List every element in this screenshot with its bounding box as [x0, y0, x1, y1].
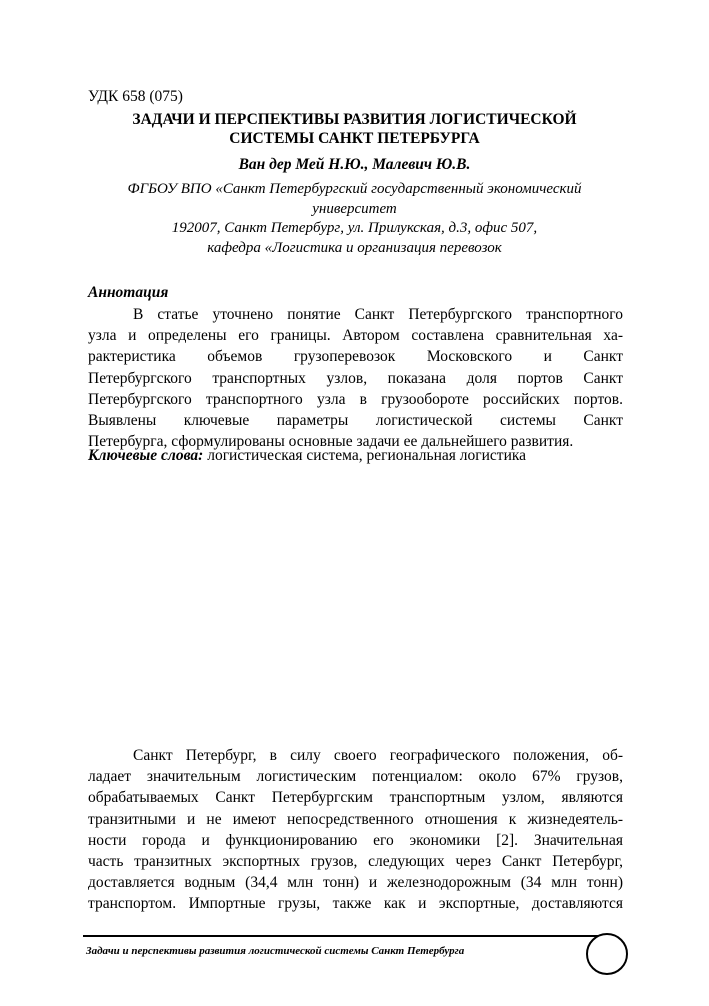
authors: Ван дер Мей Н.Ю., Малевич Ю.В.: [238, 156, 471, 173]
title-line: ЗАДАЧИ И ПЕРСПЕКТИВЫ РАЗВИТИЯ ЛОГИСТИЧЕСКОЙ: [132, 111, 577, 128]
body-line: Санкт Петербург, в силу своего географического положения, об-: [133, 747, 623, 764]
udc-code: УДК 658 (075): [88, 88, 183, 105]
body-line: транспортом. Импортные грузы, также как и экспортные, доставляются: [88, 895, 623, 913]
body-line: часть транзитных экспортных грузов, следующих через Санкт Петербург,: [88, 852, 623, 870]
affiliation-line: 192007, Санкт Петербург, ул. Прилукская, д.3, офис 507,: [171, 220, 538, 236]
paper-title: [80, 110, 629, 148]
abstract-line: В статье уточнено понятие Санкт Петербургского транспортного: [133, 306, 623, 323]
keywords-label: Ключевые слова:: [88, 447, 204, 464]
abstract-line: Петербургского транспортного узла в грузообороте российских портов.: [88, 390, 623, 408]
body-line: ладает значительным логистическим потенциалом: около 67% грузов,: [88, 768, 623, 786]
affiliation: [80, 180, 629, 258]
running-title: Задачи и перспективы развития логистической системы Санкт Петербурга: [86, 945, 465, 957]
affiliation-line: ФГБОУ ВПО «Санкт Петербургский государственный экономический: [127, 181, 582, 197]
body-line: транзитными и не имеют непосредственного отношения к жизнедеятель-: [88, 810, 623, 828]
abstract-line: узла и определены его границы. Автором составлена сравнительная ха-: [88, 327, 623, 345]
body-line: обрабатываемых Санкт Петербургским транспортным узлом, являются: [88, 789, 623, 807]
keywords: [88, 445, 526, 466]
affiliation-line: университет: [312, 200, 397, 217]
abstract-line: Выявлены ключевые параметры логистической системы Санкт: [88, 411, 623, 429]
abstract-line: Петербургского транспортных узлов, показана доля портов Санкт: [88, 369, 623, 387]
title-line: СИСТЕМЫ САНКТ ПЕТЕРБУРГА: [229, 130, 480, 147]
abstract-body: [88, 304, 623, 452]
abstract-line: рактеристика объемов грузоперевозок Московского и Санкт: [88, 348, 623, 366]
keywords-text: логистическая система, региональная логистика: [203, 447, 527, 464]
body-text: [88, 745, 623, 915]
body-line: ности города и функционированию его экономики [2]. Значительная: [88, 831, 623, 849]
footer-rule: [83, 935, 598, 937]
abstract-heading: Аннотация: [88, 284, 169, 301]
body-line: доставляется водным (34,4 млн тонн) и железнодорожным (34 млн тонн): [88, 874, 623, 892]
page-number-circle: [586, 933, 628, 975]
abstract-line: Петербурга, сформулированы основные задачи ее дальнейшего развития.: [88, 433, 574, 451]
affiliation-line: кафедра «Логистика и организация перевозок: [207, 239, 502, 256]
